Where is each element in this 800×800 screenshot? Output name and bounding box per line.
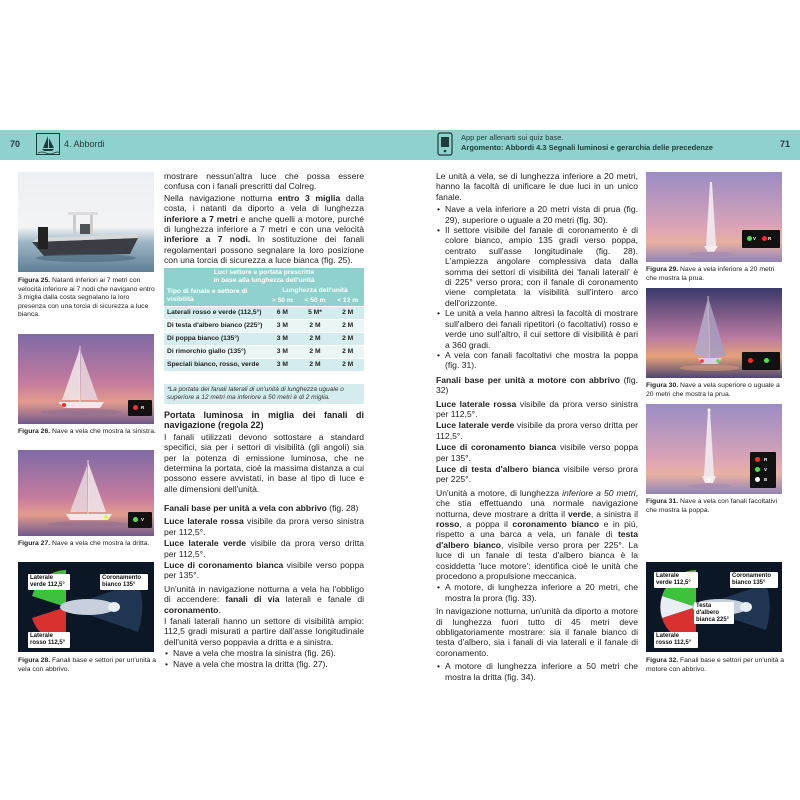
table-row: Di testa d'albero bianco (225°) 3 M 2 M 2 M [164,320,364,333]
app-promo-line: App per allenarti sui quiz base. [461,133,564,142]
lights-legend-box [750,452,776,488]
green-light-label: V [753,236,757,241]
figure-31-photo [646,404,782,494]
green-light-dot [764,358,769,363]
red-light-dot [748,358,753,363]
page-number-right: 71 [779,139,790,149]
list-item: • Nave a vela inferiore a 20 metri vista di prua (fig. 29), superiore o uguale a 20 metri (fig. 30). [436,204,638,225]
portata-heading: Portata luminosa in miglia dei fanali di navigazione (regola 22) [164,410,364,431]
fig32-label-green: Laterale verde 112,5° [654,572,698,588]
figure-28-caption: Figura 28. Fanali base e settori per un'unità a vela con abbrivo. [18,657,157,673]
vela-heading: Fanali base per unità a vela con abbrivo (fig. 28) [164,503,359,513]
light-range-table [164,268,364,371]
right-bullets-3 [436,661,638,682]
table-col-c: < 12 m [331,296,364,307]
list-item: • A motore di lunghezza inferiore a 50 metri che mostra la dritta (fig. 34). [436,661,638,682]
figure-30-photo [646,288,782,378]
figure-25-photo [18,172,154,272]
red-light-dot [755,457,760,462]
green-light-dot [755,467,760,472]
right-paragraph-3: In navigazione notturna, un'unità da diporto a motore di lunghezza fuori tutto di 45 metri deve obbligatoriamente mostrare: sia il fanale bianco di testa d'albero, sia i fanali di via laterali e il fanale di coronamento. [436,606,638,658]
figure-27-caption: Figura 27. Nave a vela che mostra la dritta. [18,540,150,547]
red-light-dot [133,405,138,410]
figure-32-caption: Figura 32. Fanali base e settori per un'unità a motore con abbrivo. [646,657,785,673]
figure-32-diagram [646,562,782,652]
lights-legend-box [128,512,152,528]
table-row: Laterali rosso e verde (112,5°) 6 M 5 M* 2 M [164,307,364,320]
fig28-label-red: Laterale rosso 112,5° [28,632,70,648]
table-col-b: < 50 m [299,296,332,307]
vela-paragraph-2: I fanali laterali hanno un settore di visibilità ampio: 112,5 gradi misurati a partire dall'asse longitudinale dell'unità verso poppavia a dritta e a sinistra. [164,616,364,647]
figure-29-caption: Figura 29. Nave a vela inferiore a 20 metri che mostra la prua. [646,266,775,282]
vela-light-red: Luce laterale rossa visibile da prora verso sinistra per 112,5°. [164,516,364,537]
fig28-label-green: Laterale verde 112,5° [28,574,70,590]
list-item: • Le unità a vela hanno altresì la facoltà di mostrare sull'albero dei fanali ripetitori (o facoltativi) rosso e verde uno sull'altro, il cui settore di visibilità è pari a 360 gradi. [436,308,638,350]
white-light-label: B [764,477,768,482]
red-light-label: R [141,405,145,410]
portata-paragraph: I fanali utilizzati devono sottostare a standard specifici, sia per i settori di visibilità (gli angoli) sia per la potenza di emissione luminosa, che ne determina la portata, cioè la massima distanza a cui possono essere avvistati, in base al tipo di luce e alle dimensioni dell'unità. [164,431,364,494]
motorboat-illustration [18,172,154,272]
lights-legend-box [128,400,152,416]
figure-26-caption: Figura 26. Nave a vela che mostra la sinistra. [18,428,156,435]
table-title: Luci settore e portata prescritte in base alla lunghezza dell'unità [164,268,364,286]
app-topic-line: Argomento: Abbordi 4.3 Segnali luminosi e gerarchia delle precedenze [461,143,713,152]
red-light-label: R [768,236,772,241]
figure-31-caption: Figura 31. Nave a vela con fanali facoltativi che mostra la poppa. [646,498,778,514]
right-paragraph-1: Le unità a vela, se di lunghezza inferiore a 20 metri, hanno la facoltà di unificare le due luci in un unico fanale. [436,171,638,202]
left-portata-text [164,410,364,495]
green-light-dot [133,517,138,522]
table-footnote: *La portata dei fanali laterali di un'unità di lunghezza uguale o superiore a 12 metri ma inferiore a 50 metri è di 2 miglia. [164,384,364,404]
fig32-label-masthead: Testa d'albero bianca 225° [694,602,734,624]
right-text-column [436,171,638,682]
sailboat-chapter-icon [36,133,60,155]
white-light-dot [755,477,760,482]
right-bullets-1 [436,204,638,371]
right-bullets-2 [436,582,638,603]
fig28-label-stern: Coronamento bianco 135° [100,574,148,590]
left-intro-text [164,171,364,267]
vela-paragraph-1: Un'unità in navigazione notturna a vela ha l'obbligo di accendere: fanali di via laterali e fanale di coronamento. [164,583,365,615]
figure-28-diagram [18,562,154,652]
lights-legend-box [742,230,780,248]
list-item: • A motore, di lunghezza inferiore a 20 metri, che mostra la prora (fig. 33). [436,582,638,603]
list-item: • Nave a vela che mostra la sinistra (fig. 26). [164,648,364,658]
intro-paragraph-2: Nella navigazione notturna entro 3 miglia dalla costa, i natanti da diporto a vela di lunghezza inferiore a 7 metri e anche quelli a motore, purché di lunghezza inferiore a 7 metri e con una velocità inferiore a 7 nodi. In sostituzione dei fanali regolamentari possono segnalare la loro posizione con una torcia di sicurezza a luce bianca (fig. 25). [164,192,365,266]
fig32-label-red: Laterale rosso 112,5° [654,632,698,648]
red-light-dot [762,236,767,241]
vela-light-green: Luce laterale verde visibile da prora verso dritta per 112,5°. [164,538,364,559]
phone-app-icon [437,132,453,156]
vela-bullets [164,648,364,669]
table-row: Di rimorchio giallo (135°) 3 M 2 M 2 M [164,346,364,359]
table-col-length: Lunghezza dell'unità [266,286,364,296]
chapter-title: 4. Abbordi [64,139,105,149]
list-item: • Nave a vela che mostra la dritta (fig. 27). [164,659,364,669]
figure-27-photo [18,450,154,536]
motore-heading: Fanali base per unità a motore con abbrivo (fig. 32) [436,374,638,396]
motore-light-stern: Luce di coronamento bianca visibile verso poppa per 135°. [436,442,638,463]
red-light-label: R [764,457,768,462]
intro-paragraph-1: mostrare nessun'altra luce che possa essere confusa con i fanali prescritti dal Colreg. [164,171,364,192]
figure-30-caption: Figura 30. Nave a vela superiore o uguale a 20 metri che mostra la prua. [646,382,780,398]
figure-26-photo [18,334,154,424]
figure-25-caption: Figura 25. Natanti inferiori ai 7 metri con velocità inferiore ai 7 nodi che navigano entro 3 miglia dalla costa segnalano la loro presenza con una torcia di sicurezza a luce bianca. [18,277,155,319]
motore-light-masthead: Luce di testa d'albero bianca visibile verso prora per 225°. [436,463,638,485]
motore-paragraph: Un'unità a motore, di lunghezza inferiore a 50 metri, che stia effettuando una normale navigazione notturna, deve mostrare a dritta il verde, a sinistra il rosso, a poppa il coronamento bianco e in più, rispetto a una barca a vela, un fanale di testa d'albero bianco, visibile verso prora per 225°. La luce di un fanale di testa d'albero bianca è la cosiddetta 'luce motore': identifica cioè le unità che procedono a propulsione meccanica. [436,487,639,582]
green-light-label: V [141,517,145,522]
table-row: Speciali bianco, rosso, verde 3 M 2 M 2 M [164,359,364,372]
fig32-label-stern: Coronamento bianco 135° [730,572,778,588]
vela-light-stern: Luce di coronamento bianca visibile verso poppa per 135°. [164,560,364,581]
table-row: Di poppa bianco (135°) 3 M 2 M 2 M [164,333,364,346]
table-col-a: > 50 m [266,296,299,307]
motore-light-green: Luce laterale verde visibile da prora verso dritta per 112,5°. [436,420,638,441]
list-item: • Il settore visibile del fanale di coronamento è di colore bianco, ampio 135 gradi verso poppa, centrato sull'asse longitudinale (fig. 28). L'ampiezza angolare complessiva data dalla somma dei settori di visibilità dei 'fanali laterali' è di 225° verso prora; con il fanale di coronamento viene completata la visibilità sull'intero arco dell'orizzonte. [436,225,638,308]
page-number-left: 70 [10,139,21,149]
green-light-dot [747,236,752,241]
motore-light-red: Luce laterale rossa visibile da prora verso sinistra per 112,5°. [436,398,638,419]
lights-legend-box [742,352,780,370]
green-light-label: V [764,467,768,472]
sailboat-bow-small-illustration [646,172,782,262]
left-vela-text [164,503,364,669]
figure-29-photo [646,172,782,262]
table-col-type: Tipo di fanale e settore di visibilità [164,286,266,307]
list-item: • A vela con fanali facoltativi che mostra la poppa (fig. 31). [436,350,638,371]
